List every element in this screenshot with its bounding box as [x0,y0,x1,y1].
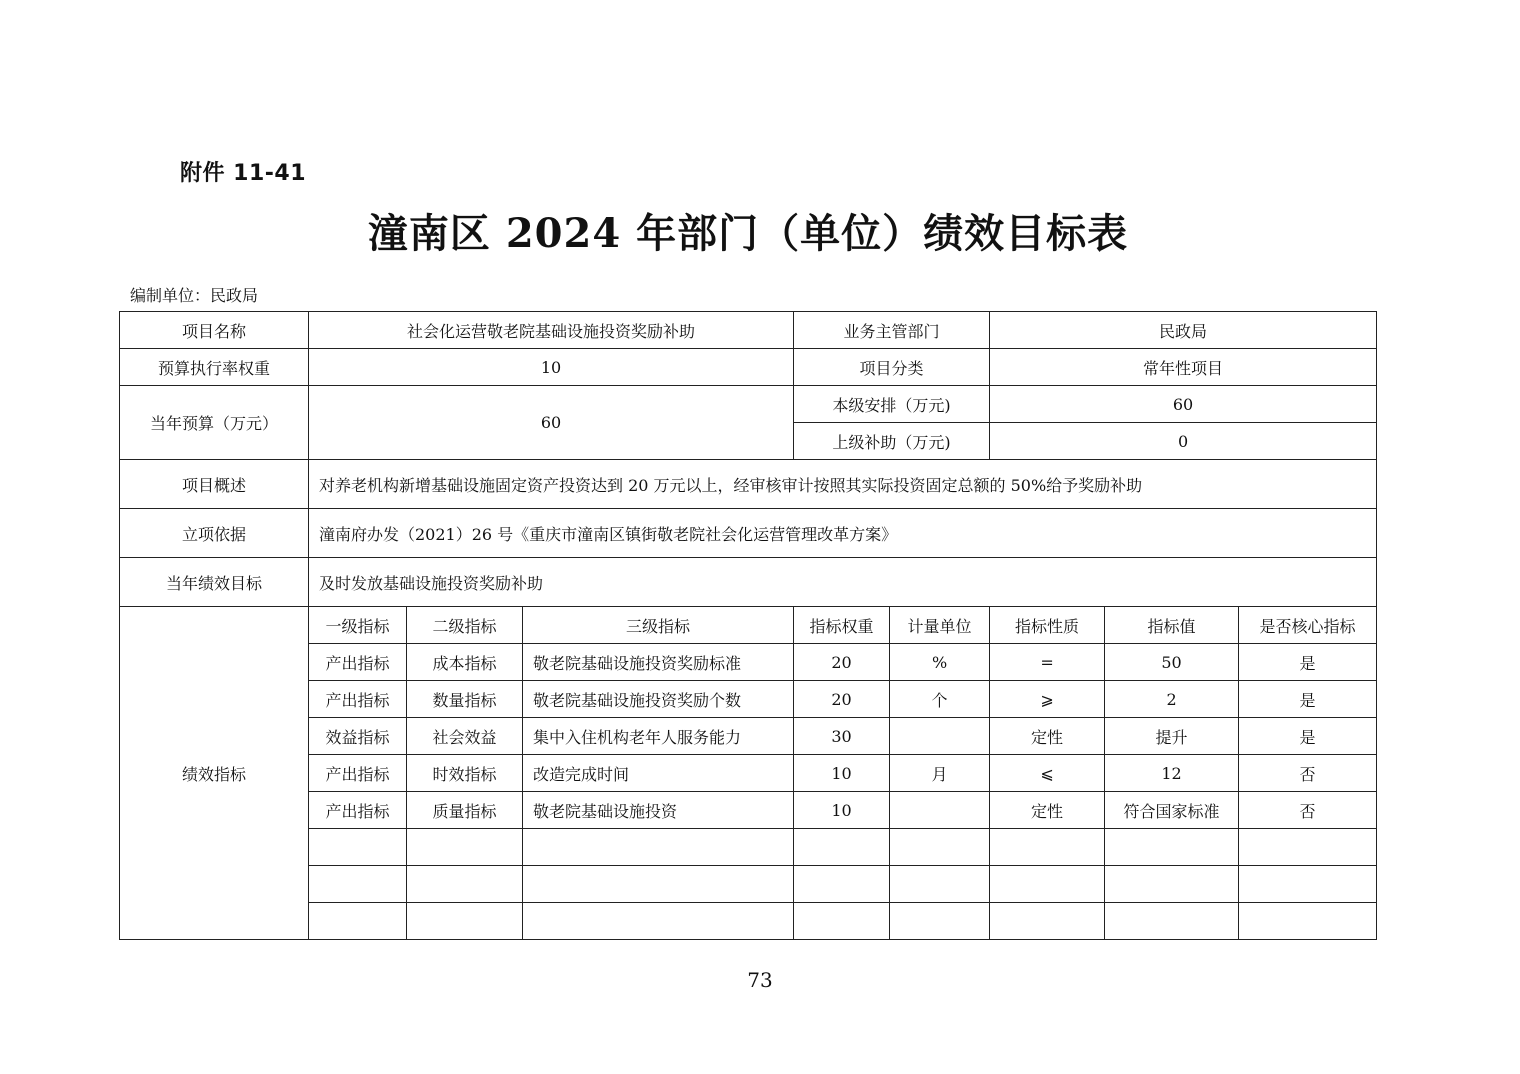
row-goal [120,558,1377,607]
cell-level2 [407,829,523,866]
cell-value: 2 [1105,681,1239,718]
header-core: 是否核心指标 [1239,607,1377,644]
cell-weight [794,866,890,903]
rate-weight-value: 10 [309,349,794,386]
cell-nature [990,866,1105,903]
cell-unit: 月 [890,755,990,792]
header-value: 指标值 [1105,607,1239,644]
cell-level2 [407,866,523,903]
local-label: 本级安排（万元) [794,386,990,423]
overview-label: 项目概述 [120,460,309,509]
cell-weight: 30 [794,718,890,755]
cell-value [1105,866,1239,903]
indicator-row [120,792,1377,829]
cell-core [1239,903,1377,940]
goal-value: 及时发放基础设施投资奖励补助 [309,558,1377,607]
header-weight: 指标权重 [794,607,890,644]
cell-level1: 产出指标 [309,755,407,792]
cell-core: 是 [1239,681,1377,718]
header-level2: 二级指标 [407,607,523,644]
cell-level1 [309,903,407,940]
cell-unit [890,718,990,755]
cell-level2: 质量指标 [407,792,523,829]
cell-weight: 20 [794,644,890,681]
cell-level3 [523,829,794,866]
project-name-value: 社会化运营敬老院基础设施投资奖励补助 [309,312,794,349]
cell-level3 [523,866,794,903]
indicator-row [120,681,1377,718]
cell-level3: 集中入住机构老年人服务能力 [523,718,794,755]
cell-level3 [523,903,794,940]
cell-nature: 定性 [990,792,1105,829]
cell-nature: ⩽ [990,755,1105,792]
header-nature: 指标性质 [990,607,1105,644]
cell-level3: 敬老院基础设施投资 [523,792,794,829]
local-value: 60 [990,386,1377,423]
cell-level3: 敬老院基础设施投资奖励标准 [523,644,794,681]
row-rate-weight [120,349,1377,386]
goal-label: 当年绩效目标 [120,558,309,607]
indicator-row-empty [120,829,1377,866]
superior-label: 上级补助（万元) [794,423,990,460]
cell-value: 提升 [1105,718,1239,755]
cell-weight: 10 [794,755,890,792]
cell-value: 50 [1105,644,1239,681]
project-name-label: 项目名称 [120,312,309,349]
cell-weight: 10 [794,792,890,829]
cell-level1: 产出指标 [309,644,407,681]
cell-level1 [309,866,407,903]
cell-weight [794,829,890,866]
cell-level1: 产出指标 [309,681,407,718]
header-unit: 计量单位 [890,607,990,644]
cell-nature: 定性 [990,718,1105,755]
category-label: 项目分类 [794,349,990,386]
header-level1: 一级指标 [309,607,407,644]
cell-unit: 个 [890,681,990,718]
indicators-section-label: 绩效指标 [120,607,309,940]
cell-core [1239,829,1377,866]
overview-value: 对养老机构新增基础设施固定资产投资达到 20 万元以上，经审核审计按照其实际投资固定总额的 50%给予奖励补助 [309,460,1377,509]
indicator-row-empty [120,903,1377,940]
cell-unit [890,866,990,903]
cell-core: 否 [1239,755,1377,792]
indicator-row [120,644,1377,681]
indicator-row [120,755,1377,792]
cell-weight [794,903,890,940]
rate-weight-label: 预算执行率权重 [120,349,309,386]
page-number: 73 [747,968,773,992]
superior-value: 0 [990,423,1377,460]
attachment-label: 附件 11-41 [180,161,307,186]
category-value: 常年性项目 [990,349,1377,386]
performance-target-table [119,311,1377,940]
cell-level3: 敬老院基础设施投资奖励个数 [523,681,794,718]
dept-label: 业务主管部门 [794,312,990,349]
dept-value: 民政局 [990,312,1377,349]
cell-value [1105,829,1239,866]
cell-core: 是 [1239,644,1377,681]
cell-core [1239,866,1377,903]
cell-value [1105,903,1239,940]
cell-value: 12 [1105,755,1239,792]
cell-level3: 改造完成时间 [523,755,794,792]
cell-level2: 数量指标 [407,681,523,718]
cell-unit: % [890,644,990,681]
cell-level2: 时效指标 [407,755,523,792]
budget-value: 60 [309,386,794,460]
cell-nature [990,829,1105,866]
cell-nature [990,903,1105,940]
indicator-header-row [120,607,1377,644]
cell-level1 [309,829,407,866]
row-basis [120,509,1377,558]
cell-level1: 效益指标 [309,718,407,755]
cell-unit [890,829,990,866]
indicator-row [120,718,1377,755]
basis-label: 立项依据 [120,509,309,558]
cell-level2: 社会效益 [407,718,523,755]
cell-core: 是 [1239,718,1377,755]
row-project-name [120,312,1377,349]
compiling-unit: 编制单位：民政局 [130,286,259,305]
row-budget-local [120,386,1377,423]
cell-unit [890,903,990,940]
header-level3: 三级指标 [523,607,794,644]
cell-nature: ⩾ [990,681,1105,718]
row-overview [120,460,1377,509]
cell-value: 符合国家标准 [1105,792,1239,829]
indicator-row-empty [120,866,1377,903]
cell-weight: 20 [794,681,890,718]
cell-nature: = [990,644,1105,681]
cell-core: 否 [1239,792,1377,829]
basis-value: 潼南府办发（2021）26 号《重庆市潼南区镇街敬老院社会化运营管理改革方案》 [309,509,1377,558]
cell-level1: 产出指标 [309,792,407,829]
budget-label: 当年预算（万元） [120,386,309,460]
cell-unit [890,792,990,829]
cell-level2: 成本指标 [407,644,523,681]
cell-level2 [407,903,523,940]
page-title: 潼南区 2024 年部门（单位）绩效目标表 [367,210,1129,257]
